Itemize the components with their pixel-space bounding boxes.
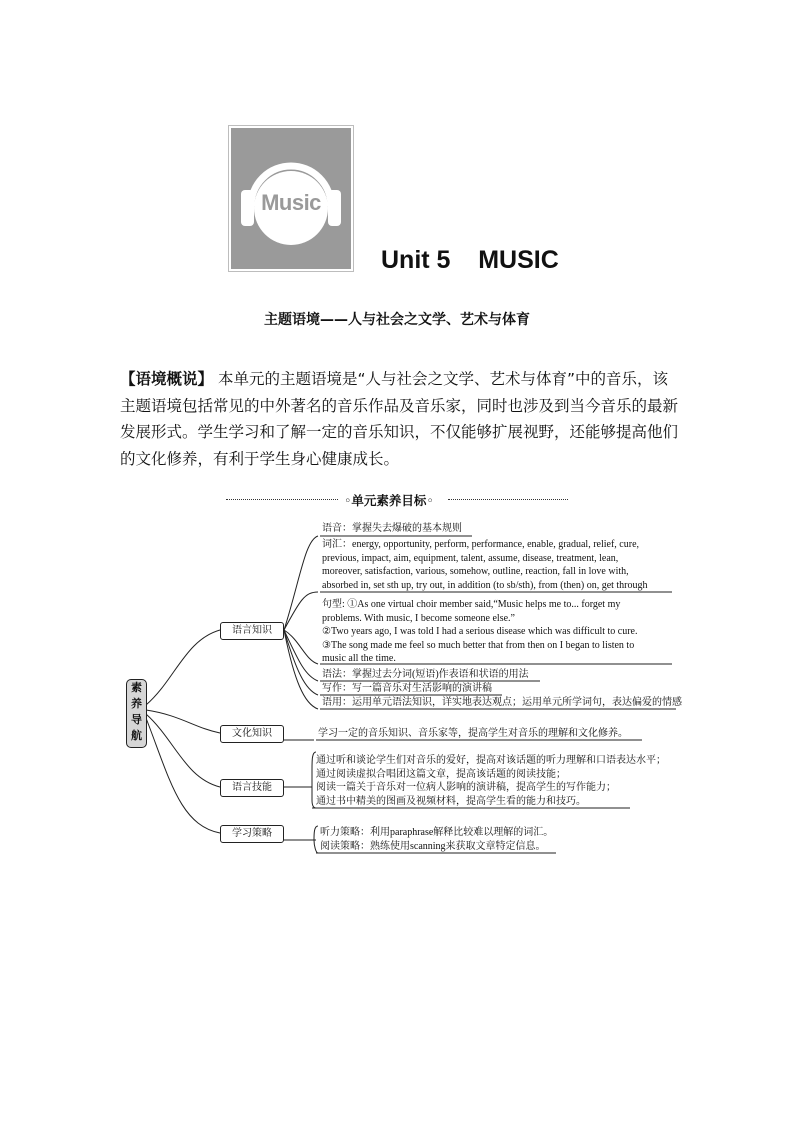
leaf-writing: 写作：写一篇音乐对生活影响的演讲稿 — [322, 683, 492, 694]
section-title-text: 单元素养目标 — [351, 493, 427, 508]
leaf-sentence-patterns: ③The song made me feel so much better that from then on I began to listen to — [322, 639, 635, 651]
leaf-grammar: 语法：掌握过去分词(短语)作表语和状语的用法 — [322, 669, 529, 680]
intro-label: 【语境概说】 — [120, 370, 214, 388]
branch-culture-knowledge: 文化知识 — [220, 725, 284, 743]
leaf-sentence-patterns: problems. With music, I become someone else.” — [322, 612, 515, 624]
leaf-vocabulary: previous, impact, aim, equipment, talent, assume, disease, treatment, lean, — [322, 552, 619, 564]
leaf-skill-writing: 阅读一篇关于音乐对一位病人影响的演讲稿，提高学生的写作能力； — [316, 782, 616, 793]
leaf-vocabulary: 词汇：energy, opportunity, perform, performance, enable, gradual, relief, cure, — [322, 539, 640, 550]
logo-text: Music — [261, 190, 321, 215]
section-title: ◦单元素养目标◦ — [344, 493, 434, 508]
leaf-sentence-patterns: ②Two years ago, I was told I had a serious disease which was difficult to cure. — [322, 626, 638, 637]
leaf-strategy-reading: 阅读策略：熟练使用scanning来获取文章特定信息。 — [320, 841, 546, 852]
unit-subtitle: 主题语境——人与社会之文学、艺术与体育 — [264, 312, 530, 328]
mindmap-root: 素养导航 — [126, 679, 147, 748]
leaf-strategy-listening: 听力策略：利用paraphrase解释比较难以理解的词汇。 — [320, 827, 554, 838]
leaf-vocabulary: moreover, satisfaction, various, somehow, outline, reaction, fall in love with, — [322, 566, 629, 577]
connector-root-b3 — [146, 714, 220, 787]
leaf-sentence-patterns: 句型: ①As one virtual choir member said,“Music helps me to... forget my — [322, 599, 621, 610]
leaf-skill-listening: 通过听和谈论学生们对音乐的爱好，提高对该话题的听力理解和口语表达水平； — [316, 755, 666, 766]
connector-root-b1 — [146, 630, 220, 705]
branch-language-knowledge: 语言知识 — [220, 622, 284, 640]
connector-b1-l1 — [284, 536, 318, 630]
connector-root-b4 — [146, 718, 220, 833]
leaf-sentence-patterns: music all the time. — [322, 653, 396, 664]
intro-text: 本单元的主题语境是“人与社会之文学、艺术与体育”中的音乐，该主题语境包括常见的中外著名的音乐作品及音乐家，同时也涉及到当今音乐的最新发展形式。学生学习和了解一定的音乐知识，不仅能够扩展视野，还能够提高他们的文化修养，有利于学生身心健康成长。 — [120, 370, 679, 468]
leaf-skill-reading: 通过阅读虚拟合唱团这篇文章，提高该话题的阅读技能； — [316, 768, 566, 780]
leaf-culture: 学习一定的音乐知识、音乐家等，提高学生对音乐的理解和文化修养。 — [318, 728, 628, 739]
branch-language-skills: 语言技能 — [220, 779, 284, 797]
connector-root-b2 — [146, 710, 220, 733]
leaf-vocabulary: absorbed in, set sth up, try out, in addition (to sb/sth), from (then) on, get through — [322, 579, 648, 591]
connector-b1-l2 — [284, 592, 318, 630]
leaf-usage: 语用：运用单元语法知识，详实地表达观点；运用单元所学词句，表达偏爱的情感 — [322, 697, 682, 708]
leaf-skill-viewing: 通过书中精美的图画及视频材料，提高学生看的能力和技巧。 — [316, 795, 586, 807]
unit-title: Unit 5 MUSIC — [381, 246, 559, 274]
leaf-pronunciation: 语音：掌握失去爆破的基本规则 — [322, 523, 462, 534]
branch-learning-strategies: 学习策略 — [220, 825, 284, 843]
connector-b1-l4 — [284, 630, 318, 681]
